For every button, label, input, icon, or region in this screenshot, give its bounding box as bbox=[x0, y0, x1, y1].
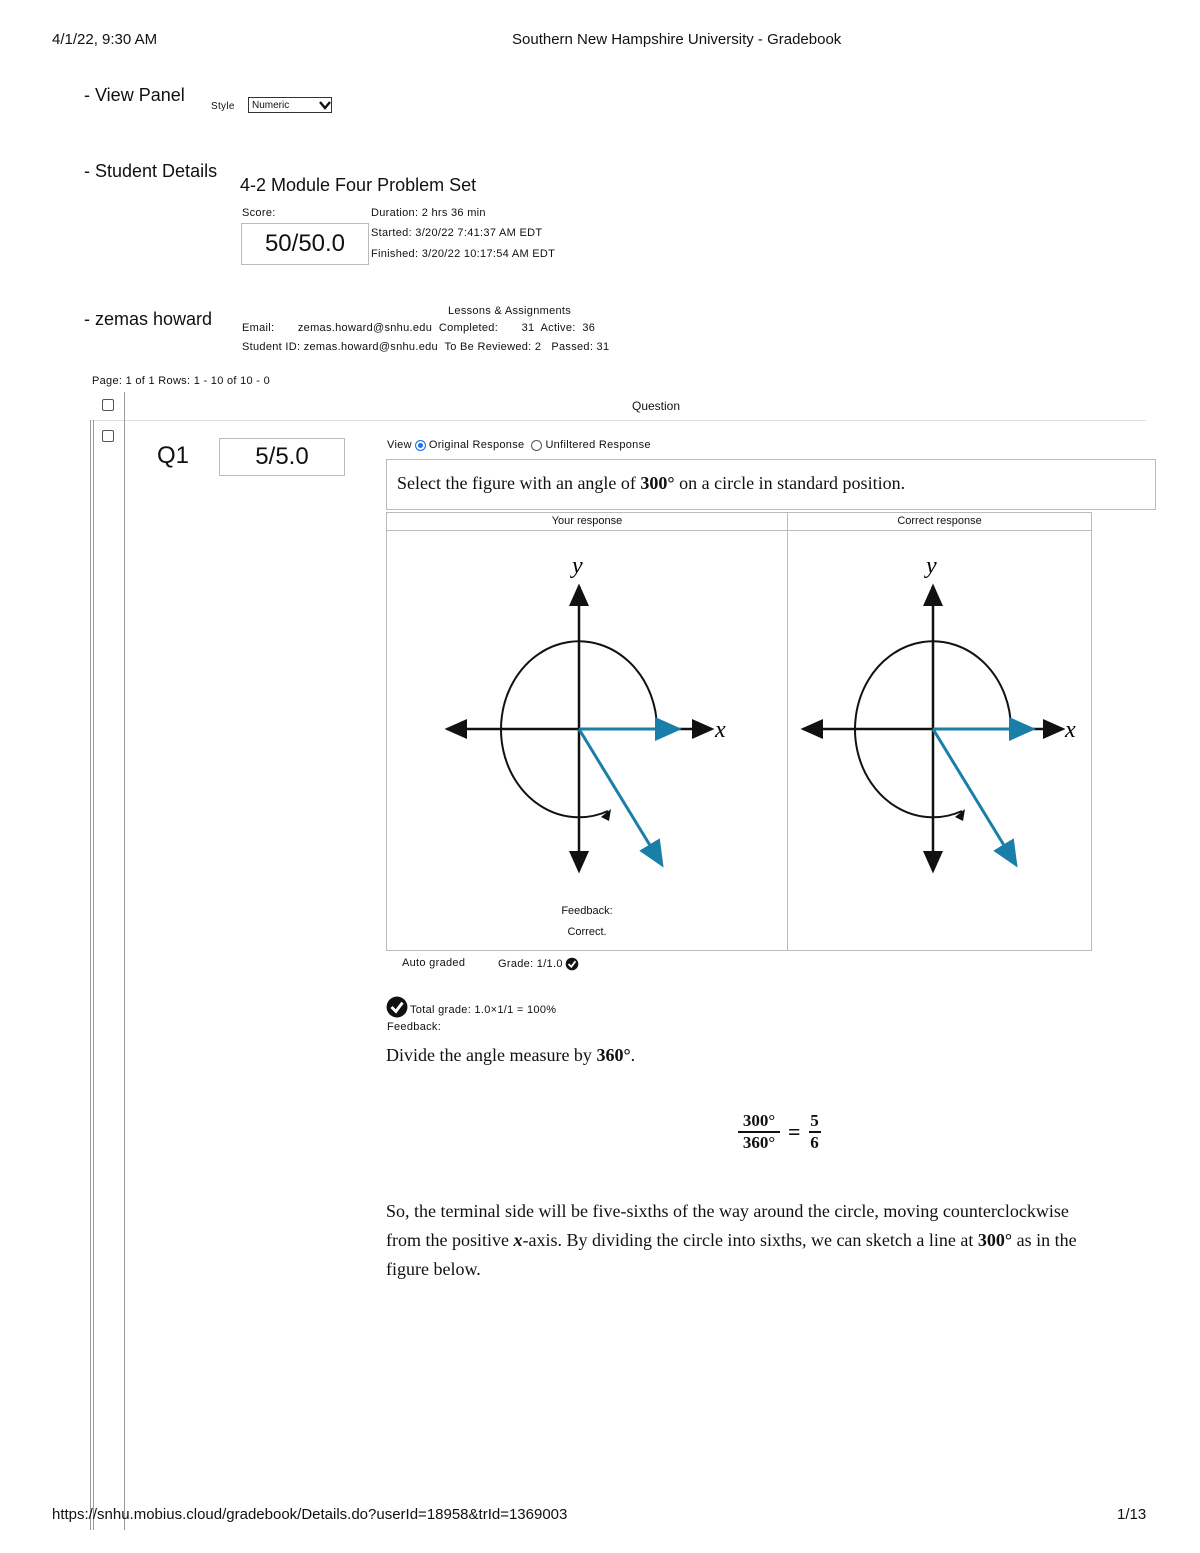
style-label: Style bbox=[211, 101, 235, 112]
student-details-label: Student Details bbox=[95, 161, 218, 181]
result-denominator: 6 bbox=[810, 1133, 819, 1152]
paragraph-line-2 bbox=[386, 1226, 1156, 1255]
fraction-numerator: 300° bbox=[742, 1111, 776, 1130]
y-axis-label: y bbox=[572, 553, 583, 579]
started-time: Started: 3/20/22 7:41:37 AM EDT bbox=[371, 227, 543, 239]
row-border-mid bbox=[124, 420, 125, 1530]
para2-angle: 300° bbox=[977, 1230, 1013, 1250]
check-circle-icon bbox=[565, 957, 579, 971]
y-axis-label: y bbox=[926, 553, 937, 579]
row-border-left-inner bbox=[93, 420, 94, 1530]
feedback-value: Correct. bbox=[567, 926, 607, 938]
total-grade-row bbox=[386, 996, 556, 1018]
header-divider bbox=[90, 420, 1146, 421]
feedback-label: Feedback: bbox=[561, 905, 613, 917]
style-select-value: Numeric bbox=[252, 99, 290, 111]
view-panel-toggle[interactable]: - View Panel bbox=[84, 85, 185, 105]
para2-mid: -axis. By dividing the circle into sixths, we can sketch a line at bbox=[522, 1230, 974, 1250]
assignment-title: 4-2 Module Four Problem Set bbox=[240, 175, 477, 195]
explanation-line: Divide the angle measure by 360°. bbox=[386, 1045, 636, 1065]
x-axis-label: x bbox=[1065, 717, 1076, 743]
row-border-left bbox=[90, 420, 91, 1530]
student-details-toggle[interactable]: - Student Details bbox=[84, 161, 218, 181]
equals-sign: = bbox=[788, 1119, 801, 1144]
explain-text: Divide the angle measure by bbox=[386, 1045, 592, 1065]
score-label: Score: bbox=[242, 207, 276, 219]
unfiltered-response-radio[interactable] bbox=[531, 440, 542, 451]
student-toggle[interactable]: - zemas howard bbox=[84, 309, 213, 329]
original-response-radio[interactable] bbox=[415, 440, 426, 451]
print-datetime: 4/1/22, 9:30 AM bbox=[52, 31, 158, 48]
original-response-label[interactable]: Original Response bbox=[428, 439, 525, 451]
total-score: 50/50.0 bbox=[241, 223, 369, 265]
your-response-figure bbox=[387, 531, 787, 891]
question-score: 5/5.0 bbox=[219, 438, 345, 476]
view-options bbox=[387, 439, 651, 451]
x-axis-label: x bbox=[715, 717, 726, 743]
paging-info: Page: 1 of 1 Rows: 1 - 10 of 10 - 0 bbox=[92, 375, 271, 387]
email-row: Email: zemas.howard@snhu.edu Completed: 31 Active: 36 bbox=[242, 322, 596, 334]
paragraph-line-3: figure below. bbox=[386, 1259, 481, 1279]
finished-time: Finished: 3/20/22 10:17:54 AM EDT bbox=[371, 248, 556, 260]
auto-graded: Auto graded bbox=[402, 957, 466, 969]
para2-var: x bbox=[513, 1230, 523, 1250]
grade-value: Grade: 1/1.0 bbox=[498, 958, 563, 970]
terminal-side bbox=[579, 729, 662, 865]
fraction-left bbox=[738, 1111, 780, 1153]
explain-angle: 360° bbox=[596, 1045, 631, 1065]
explanation-paragraph bbox=[386, 1197, 1156, 1284]
terminal-side bbox=[933, 729, 1016, 865]
select-all-checkbox[interactable] bbox=[102, 399, 114, 411]
your-response-header: Your response bbox=[387, 513, 787, 531]
feedback2-label: Feedback: bbox=[387, 1021, 442, 1033]
prompt-text: Select the figure with an angle of bbox=[397, 473, 636, 493]
chevron-down-icon bbox=[319, 100, 331, 110]
prompt-angle: 300° bbox=[640, 473, 675, 493]
result-numerator: 5 bbox=[810, 1111, 819, 1130]
grade-row bbox=[498, 957, 579, 971]
column-header-question: Question bbox=[632, 399, 681, 413]
total-grade: Total grade: 1.0×1/1 = 100% bbox=[410, 1004, 557, 1016]
fraction-denominator: 360° bbox=[742, 1133, 776, 1152]
correct-response-header: Correct response bbox=[788, 513, 1091, 531]
duration: Duration: 2 hrs 36 min bbox=[371, 207, 486, 219]
view-panel-label: View Panel bbox=[95, 85, 185, 105]
question-number: Q1 bbox=[157, 442, 190, 469]
print-page-number: 1/13 bbox=[1117, 1506, 1147, 1523]
student-name: zemas howard bbox=[95, 309, 213, 329]
para2-post: as in the bbox=[1016, 1230, 1077, 1250]
para2-pre: from the positive bbox=[386, 1230, 509, 1250]
your-response-panel bbox=[386, 512, 788, 951]
question-prompt bbox=[397, 473, 905, 494]
fraction-equation bbox=[738, 1111, 821, 1153]
student-id-row: Student ID: zemas.howard@snhu.edu To Be Reviewed: 2 Passed: 31 bbox=[242, 341, 610, 353]
fraction-right bbox=[809, 1111, 821, 1153]
column-divider bbox=[124, 392, 125, 420]
check-circle-icon bbox=[386, 996, 408, 1018]
question-prompt-box bbox=[386, 459, 1156, 510]
unfiltered-response-label[interactable]: Unfiltered Response bbox=[545, 439, 651, 451]
paragraph-line-1: So, the terminal side will be five-sixths of the way around the circle, moving counterclockwise bbox=[386, 1201, 1069, 1221]
view-label: View bbox=[387, 439, 412, 451]
correct-response-figure bbox=[788, 531, 1091, 891]
prompt-text-end: on a circle in standard position. bbox=[679, 473, 906, 493]
correct-response-panel bbox=[787, 512, 1092, 951]
print-title: Southern New Hampshire University - Gradebook bbox=[512, 31, 842, 48]
style-select[interactable] bbox=[248, 97, 332, 113]
print-url: https://snhu.mobius.cloud/gradebook/Details.do?userId=18958&trId=1369003 bbox=[52, 1506, 568, 1523]
lessons-title: Lessons & Assignments bbox=[448, 305, 572, 317]
row-checkbox[interactable] bbox=[102, 430, 114, 442]
